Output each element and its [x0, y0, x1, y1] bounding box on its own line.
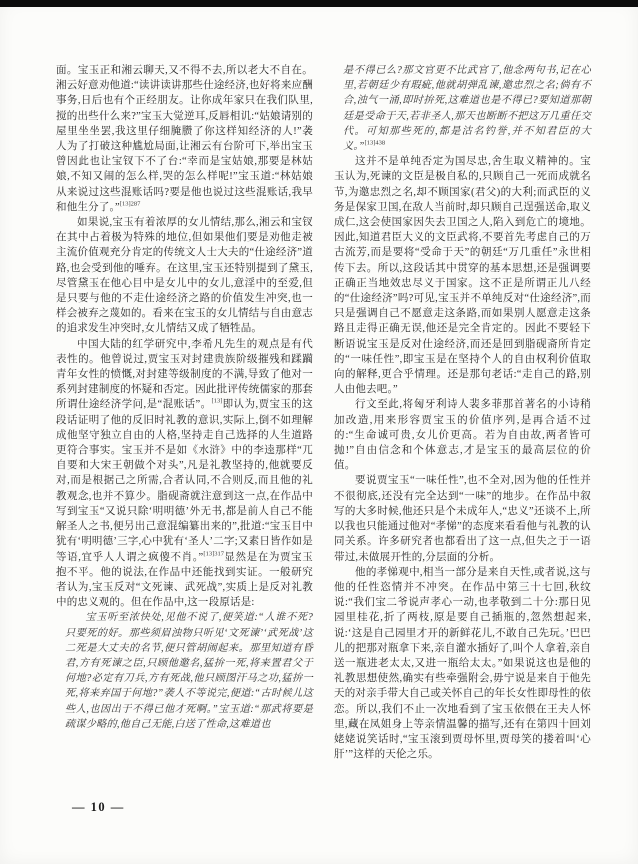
body-paragraph: 他的孝悌观中,相当一部分是来自天性,或者说,这与他的任性恣情并不冲突。在作品中第三十七回,秋纹说:“我们宝二爷说声孝心一动,也孝敬到二十分:那日见园里桂花,折了两枝,原是要自己插瓶的,忽然想起来,说:‘这是自己园里才开的新鲜花儿,不敢自己先玩。’巴巴儿的把那对瓶拿下来,亲自灌水插好了,叫个人拿着,亲自送一瓶进老太太,又进一瓶给太太。”如果说这也是他的礼教思想使然,确实有些牵强附会,毋宁说是来自于他先天的对亲手带大自己或关怀自己的年长女性即母性的依恋。所以,我们不止一次地看到了宝玉依偎在王夫人怀里,藏在凤姐身上等亲情温馨的描写,还有在第四十回刘姥姥说笑话时,“宝玉滚到贾母怀里,贾母笑的搂着叫‘心肝’”这样的天伦之乐。 — [334, 566, 591, 761]
page-number: — 10 — — [72, 800, 125, 814]
citation-superscript: [13]287 — [119, 200, 141, 208]
body-paragraph: 这并不是单纯否定为国尽忠,舍生取义精神的。宝玉认为,死谏的文臣是极自私的,只顾自己一死而成就名节,为邀忠烈之名,却不顾国家(君父)的大利;而武臣的义务是保家卫国,在敌人当前时,却只顾自己逞强送命,取义成仁,这会使国家因失去卫国之人,陷入到危亡的境地。因此,知道君臣大义的文臣武将,不要首先考虑自己的万古流芳,而是要将“受命于天”的朝廷“万几重任”永世相传下去。所以,这段话其中贯穿的基本思想,还是强调要正确正当地效忠尽义于国家。这不正是所谓正儿八经的“仕途经济”吗?可见,宝玉并不单纯反对“仕途经济”,而只是强调自己不愿意走这条路,而如果别人愿意走这条路且走得正确无误,他还是完全肯定的。因此不要轻下断语说宝玉是反对仕途经济,而还是回到脂砚斋所肯定的“一味任性”,即宝玉是在坚持个人的自由权利价值取向的解释,更合乎情理。还是那句老话:“走自己的路,别人由他去吧。” — [334, 156, 591, 396]
body-paragraph: 要说贾宝玉“一味任性”,也不全对,因为他的任性并不很彻底,还没有完全达到“一味”的地步。在作品中叙写的大多时候,他还只是个未成年人,“忠义”还谈不上,所以我也只能通过他对“孝悌”的态度来看看他与礼教的认同关系。许多研究者也都看出了这一点,但失之于一语带过,未做展开性的,分层面的分析。 — [334, 475, 591, 563]
block-quote-paragraph: 是不得已么?那文官更不比武官了,他念两句书,记在心里,若朝廷少有瑕疵,他就胡弹乱谏,邀忠烈之名;倘有不合,浊气一涌,即时拚死,这难道也是不得已?要知道那朝廷是受命于天,若非圣人,那天也断断不把这万几重任交代。可知那些死的,都是沽名钓誉,并不知君臣的大义。”$^{[13]438}$ — [343, 65, 591, 153]
right-text-column — [334, 63, 591, 762]
left-text-column — [56, 63, 313, 762]
scan-artifact-top-bar — [0, 0, 638, 7]
citation-superscript: [13] — [211, 397, 223, 405]
citation-superscript: [13]438 — [364, 139, 386, 147]
block-quote-paragraph: 宝玉听至浓快处,见他不说了,便笑道:“人谁不死?只要死的好。那些须眉浊物只听见‘文死谏’‘武死战’这二死是大丈夫的名节,便只管胡闹起来。那里知道有昏君,方有死谏之臣,只顾他邀名,猛拚一死,将来置君父于何地?必定有刀兵,方有死战,他只顾图汗马之功,猛拚一死,将来弃国于何地?”袭人不等说完,便道:“古时候儿这些人,也因出于不得已他才死啊。”宝玉道:“那武将要是疏谋少略的,他自己无能,白送了性命,这难道也 — [65, 612, 313, 730]
page-content — [56, 63, 592, 762]
body-paragraph: 如果说,宝玉有着浓厚的女儿情结,那么,湘云和宝钗在其中占着极为特殊的地位,但如果他们要是劝他走被主流价值观充分肯定的传统文人士大夫的“仕途经济”道路,也会受到他的唾弃。在这里,宝玉还特别提到了黛玉,尽管黛玉在他心目中是女儿中的女儿,意淫中的至爱,但是只要与他的不走仕途经济之路的价值发生冲突,也一样会被弃之蔑如的。看来在宝玉的女儿情结与自由意志的追求发生冲突时,女儿情结又成了牺牲品。 — [56, 217, 313, 335]
body-paragraph: 行文至此,将匈牙利诗人裴多菲那首著名的小诗稍加改造,用来形容贾宝玉的价值序列,是再合适不过的:“生命诚可贵,女儿价更高。若为自由故,两者皆可抛!”自由信念和个体意志,才是宝玉的最高层位的价值。 — [334, 399, 591, 472]
body-paragraph: 面。宝玉正和湘云聊天,又不得不去,所以老大不自在。湘云好意劝他道:“读讲读讲那些仕途经济,也好将来应酬事务,日后也有个正经朋友。让你成年家只在我们队里,搅的出些什么来?”宝玉大觉逆耳,反唇相讥:“姑娘请别的屋里坐坐罢,我这里仔细腌臜了你这样知经济的人!”袭人为了打破这种尴尬局面,让湘云有台阶可下,举出宝玉曾因此也让宝钗下不了台:“幸而是宝姑娘,那要是林姑娘,不知又闹的怎么样,哭的怎么样呢!”宝玉道:“林姑娘从来说过这些混账话吗?要是他也说过这些混账话,我早和他生分了。”$^{[13]287}$ — [56, 65, 313, 213]
body-paragraph: 中国大陆的红学研究中,李希凡先生的观点是有代表性的。他曾说过,贾宝玉对封建贵族阶级摧残和蹂躏青年女性的愤慨,对封建等级制度的不满,导致了他对一系列封建制度的怀疑和否定。因此批评传统儒家的那套所谓仕途经济学问,是“混账话”。[13]即认为,贾宝玉的这段话证明了他的反旧时礼教的意识,实际上,倒不如理解成他坚守独立自由的人格,坚持走自己选择的人生道路更符合事实。宝玉并不是如《水浒》中的李逵那样“兀自要和大宋王朝做个对头”,凡是礼教坚持的,他就要反对,而是根据己之所需,合者认同,不合则反,而且他的礼教观念,也并不算少。脂砚斋就注意到这一点,在作品中写到宝玉“又说只除‘明明德’外无书,都是前人自己不能解圣人之书,便另出己意混编纂出来的”,批道:“宝玉目中犹有‘明明德’三字,心中犹有‘圣人’二字;又素日皆作如是等语,宜乎人人谓之疯傻不肖。”$^{[13]317}$显然是在为贾宝玉抱不平。他的说法,在作品中还能找到实证。一般研究者认为,宝玉反对“文死谏、武死战”,实质上是反对礼教中的忠义观的。但在作品中,这一段原话是: — [56, 338, 313, 609]
citation-superscript: [13]317 — [203, 550, 225, 557]
